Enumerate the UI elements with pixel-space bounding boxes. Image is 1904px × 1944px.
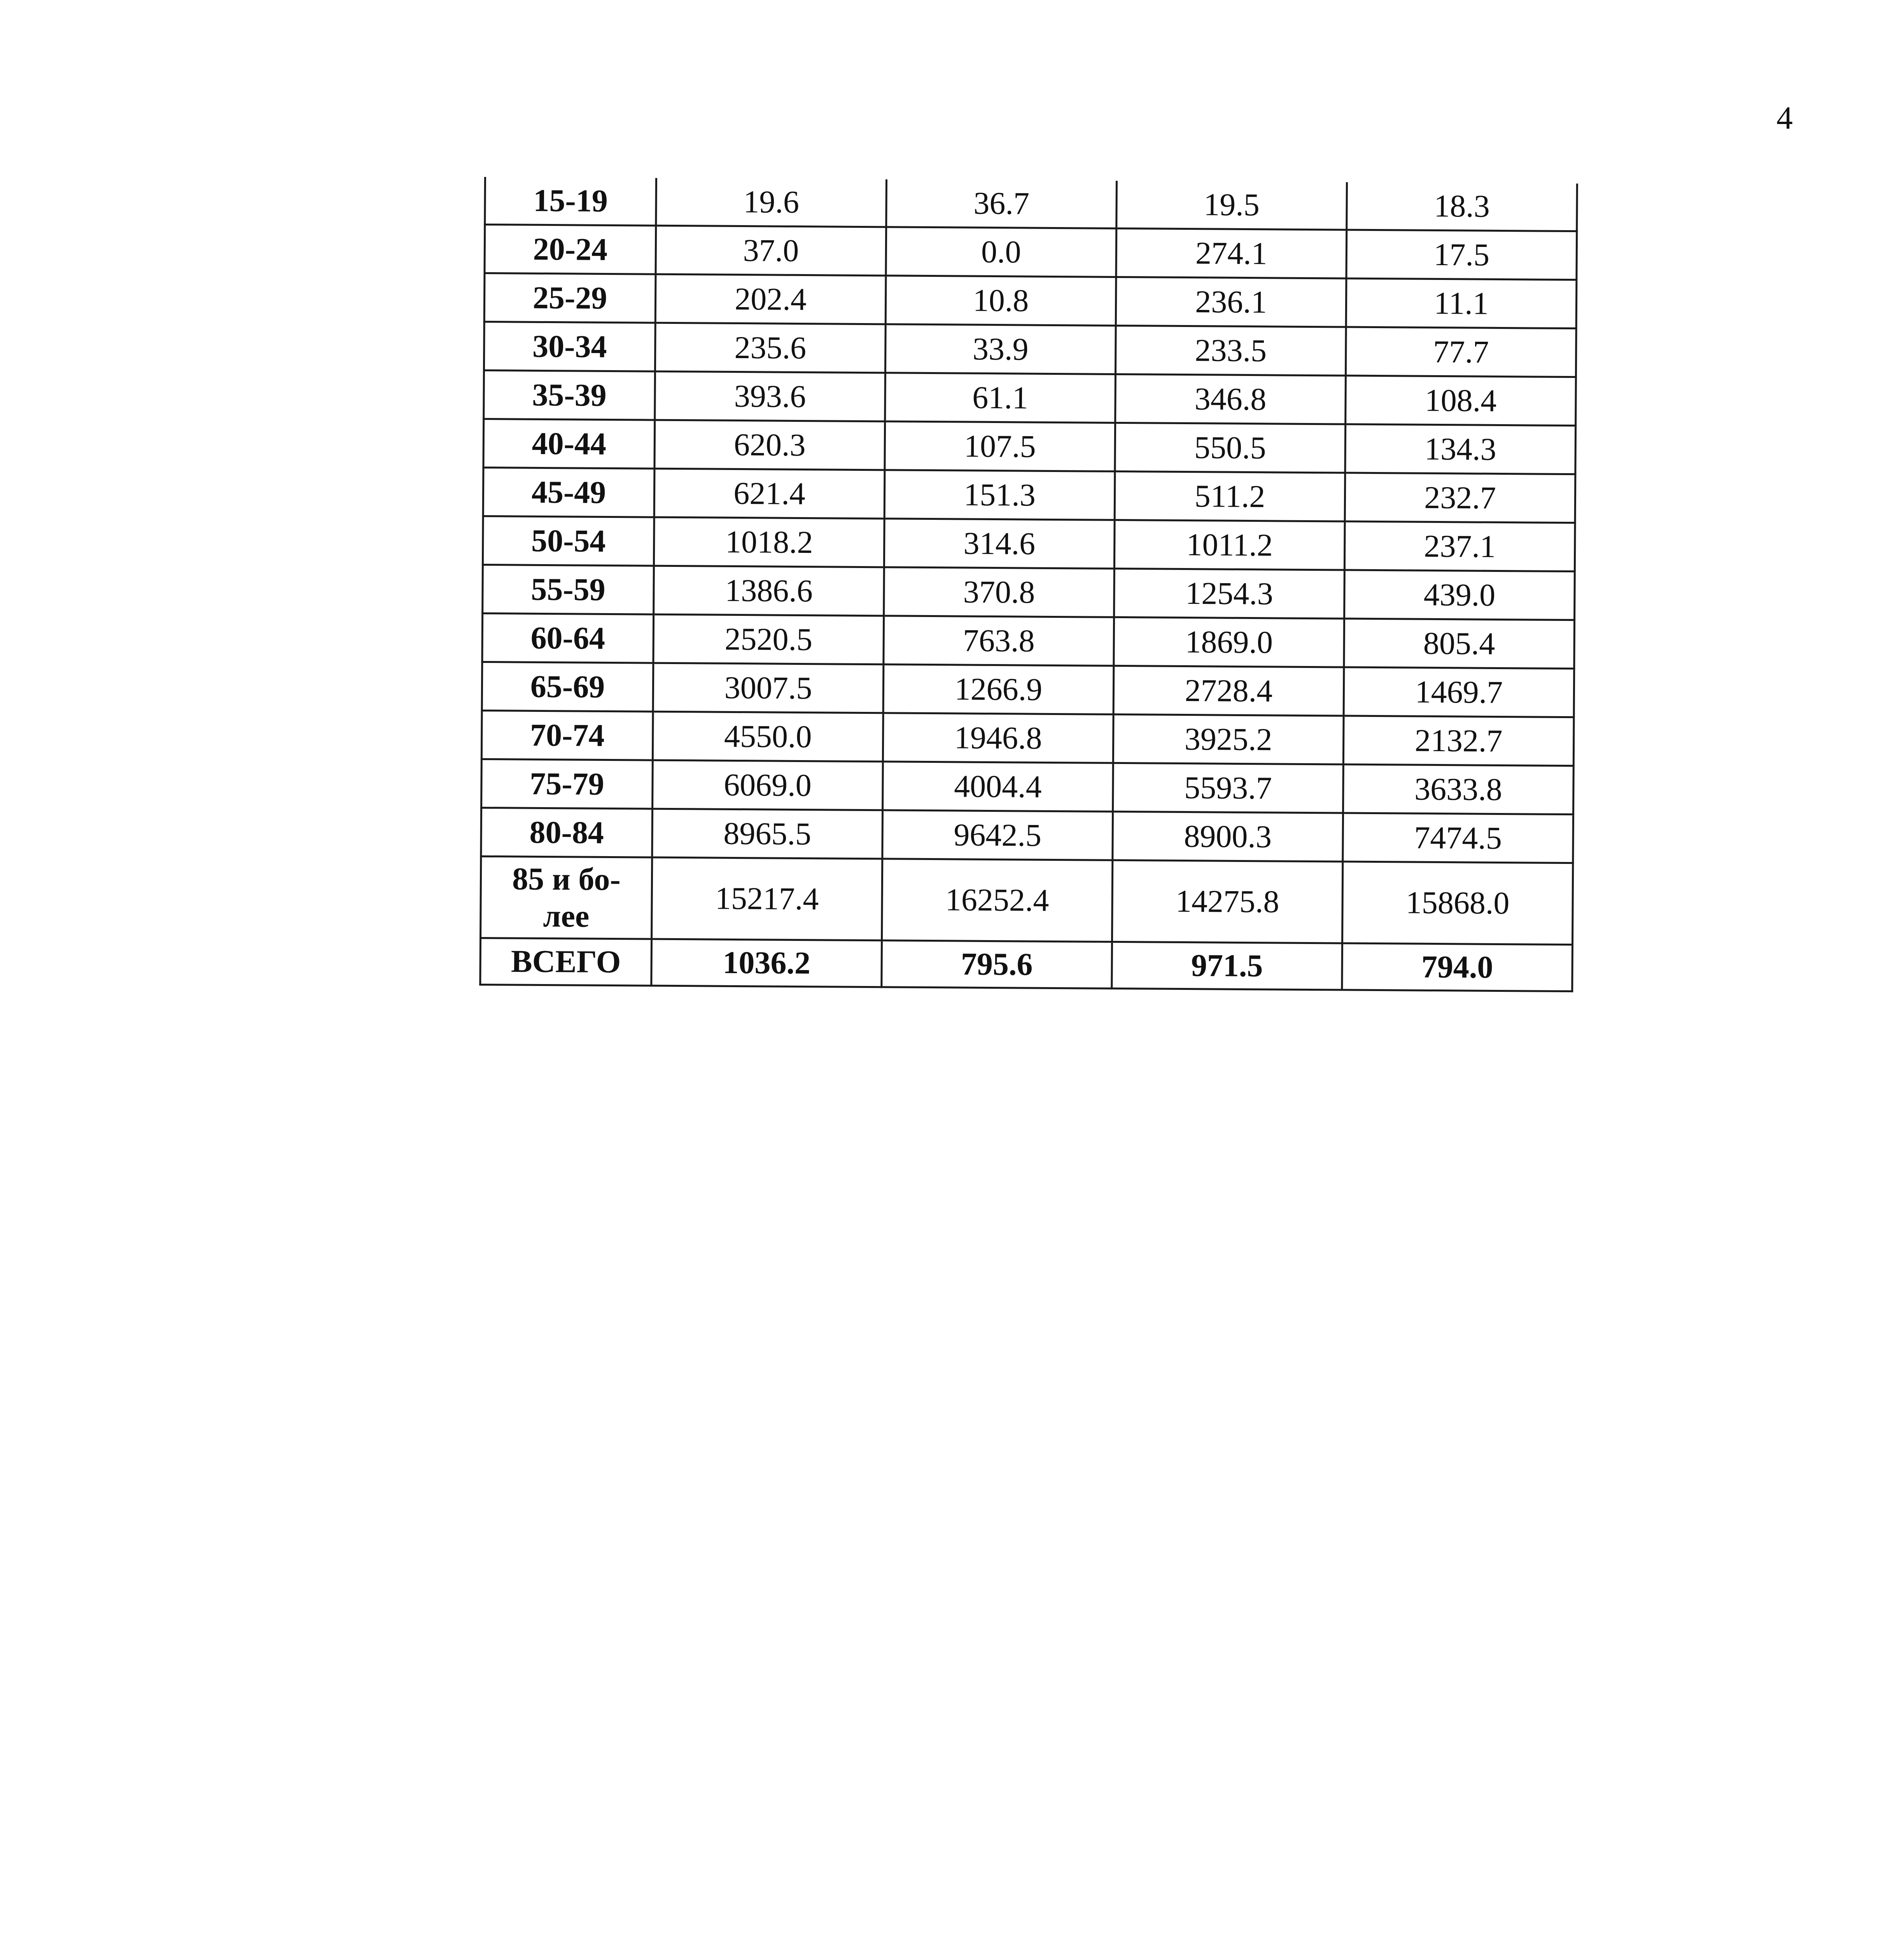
table-cell: 1011.2 <box>1114 520 1345 570</box>
table-cell: 37.0 <box>656 226 886 276</box>
table-cell: 7474.5 <box>1343 813 1573 863</box>
table-cell: 15868.0 <box>1342 862 1573 945</box>
table-row <box>484 322 1576 377</box>
table-cell: 151.3 <box>884 470 1115 520</box>
table-cell: 237.1 <box>1344 521 1575 572</box>
table-row <box>481 808 1573 863</box>
table-cell: 19.5 <box>1116 181 1347 230</box>
total-cell: 795.6 <box>882 941 1112 989</box>
table-cell: 134.3 <box>1345 424 1576 474</box>
table-cell: 550.5 <box>1115 423 1346 473</box>
table-row <box>481 710 1574 766</box>
table-cell: 763.8 <box>884 616 1114 666</box>
table-row <box>484 371 1576 426</box>
age-group-label: 70-74 <box>481 710 653 760</box>
table-cell: 274.1 <box>1116 228 1347 278</box>
table-row <box>483 565 1575 620</box>
total-row <box>480 938 1573 991</box>
table-row <box>483 516 1575 571</box>
table-cell: 10.8 <box>886 276 1116 326</box>
table-cell: 19.6 <box>656 178 887 227</box>
age-group-label: 80-84 <box>481 808 653 857</box>
table-body <box>480 177 1577 991</box>
table-cell: 1469.7 <box>1344 667 1574 717</box>
table-cell: 18.3 <box>1347 182 1577 231</box>
table-cell: 393.6 <box>655 371 886 421</box>
table-row <box>481 856 1573 944</box>
table-cell: 621.4 <box>654 469 885 519</box>
age-group-label: 45-49 <box>483 468 654 517</box>
table-cell: 3007.5 <box>653 663 884 713</box>
table-cell: 236.1 <box>1116 277 1346 327</box>
table-cell: 61.1 <box>885 373 1116 423</box>
table-cell: 4550.0 <box>653 712 883 762</box>
table-cell: 36.7 <box>886 179 1117 228</box>
age-group-label: 35-39 <box>484 371 655 420</box>
table-row <box>482 662 1574 717</box>
age-group-label: 40-44 <box>483 419 655 469</box>
table-cell: 14275.8 <box>1112 860 1343 943</box>
table-row <box>483 468 1575 523</box>
table-cell: 235.6 <box>655 323 886 373</box>
age-group-label: 85 и бо- лее <box>481 856 652 939</box>
total-cell: 971.5 <box>1112 942 1342 990</box>
age-group-label: 30-34 <box>484 322 655 372</box>
table-cell: 33.9 <box>885 324 1116 374</box>
table-cell: 5593.7 <box>1113 763 1344 813</box>
table-cell: 1386.6 <box>654 566 884 616</box>
age-group-label: 60-64 <box>482 613 654 663</box>
table-cell: 11.1 <box>1346 278 1577 329</box>
age-group-label: 55-59 <box>483 565 654 614</box>
table-cell: 439.0 <box>1344 570 1575 620</box>
age-group-label: 75-79 <box>481 759 653 809</box>
mortality-table <box>479 177 1578 992</box>
table-cell: 346.8 <box>1115 374 1346 424</box>
table-cell: 1018.2 <box>654 517 884 567</box>
table-row <box>482 613 1575 668</box>
total-label: ВСЕГО <box>480 938 652 986</box>
table-cell: 1869.0 <box>1114 617 1344 667</box>
table-cell: 6069.0 <box>653 760 883 810</box>
table-cell: 232.7 <box>1345 473 1575 523</box>
table-cell: 0.0 <box>886 227 1116 277</box>
table-cell: 16252.4 <box>882 859 1113 942</box>
table-row <box>481 759 1574 814</box>
table-cell: 3925.2 <box>1113 714 1344 764</box>
table-cell: 1254.3 <box>1114 568 1345 619</box>
table-cell: 107.5 <box>885 421 1115 472</box>
table-cell: 3633.8 <box>1343 764 1574 815</box>
table-cell: 2132.7 <box>1343 716 1574 766</box>
table-cell: 511.2 <box>1115 471 1345 521</box>
table-row <box>485 177 1577 231</box>
table-cell: 4004.4 <box>883 762 1113 812</box>
table-cell: 77.7 <box>1346 327 1576 377</box>
mortality-table-container <box>479 177 1577 992</box>
table-row <box>484 273 1577 329</box>
age-group-label: 25-29 <box>484 273 656 323</box>
table-cell: 9642.5 <box>882 810 1113 860</box>
table-cell: 314.6 <box>884 519 1115 569</box>
table-row <box>483 419 1576 474</box>
age-group-label: 15-19 <box>485 177 656 226</box>
table-cell: 17.5 <box>1346 230 1577 280</box>
table-cell: 8900.3 <box>1113 811 1343 862</box>
table-cell: 15217.4 <box>652 857 882 941</box>
table-cell: 2728.4 <box>1113 666 1344 716</box>
total-cell: 1036.2 <box>651 939 882 987</box>
total-cell: 794.0 <box>1342 943 1573 991</box>
table-row <box>485 225 1577 280</box>
table-cell: 233.5 <box>1115 325 1346 376</box>
table-cell: 1266.9 <box>883 664 1114 715</box>
table-cell: 2520.5 <box>653 614 884 664</box>
age-group-label: 20-24 <box>485 225 656 274</box>
table-cell: 1946.8 <box>883 713 1113 763</box>
table-cell: 805.4 <box>1344 619 1575 669</box>
table-cell: 620.3 <box>654 420 885 470</box>
page-number: 4 <box>1776 100 1793 136</box>
table-cell: 202.4 <box>655 274 886 324</box>
table-cell: 8965.5 <box>652 809 883 859</box>
age-group-label: 65-69 <box>482 662 653 712</box>
table-cell: 108.4 <box>1346 376 1576 426</box>
age-group-label: 50-54 <box>483 516 654 566</box>
table-cell: 370.8 <box>884 567 1115 617</box>
